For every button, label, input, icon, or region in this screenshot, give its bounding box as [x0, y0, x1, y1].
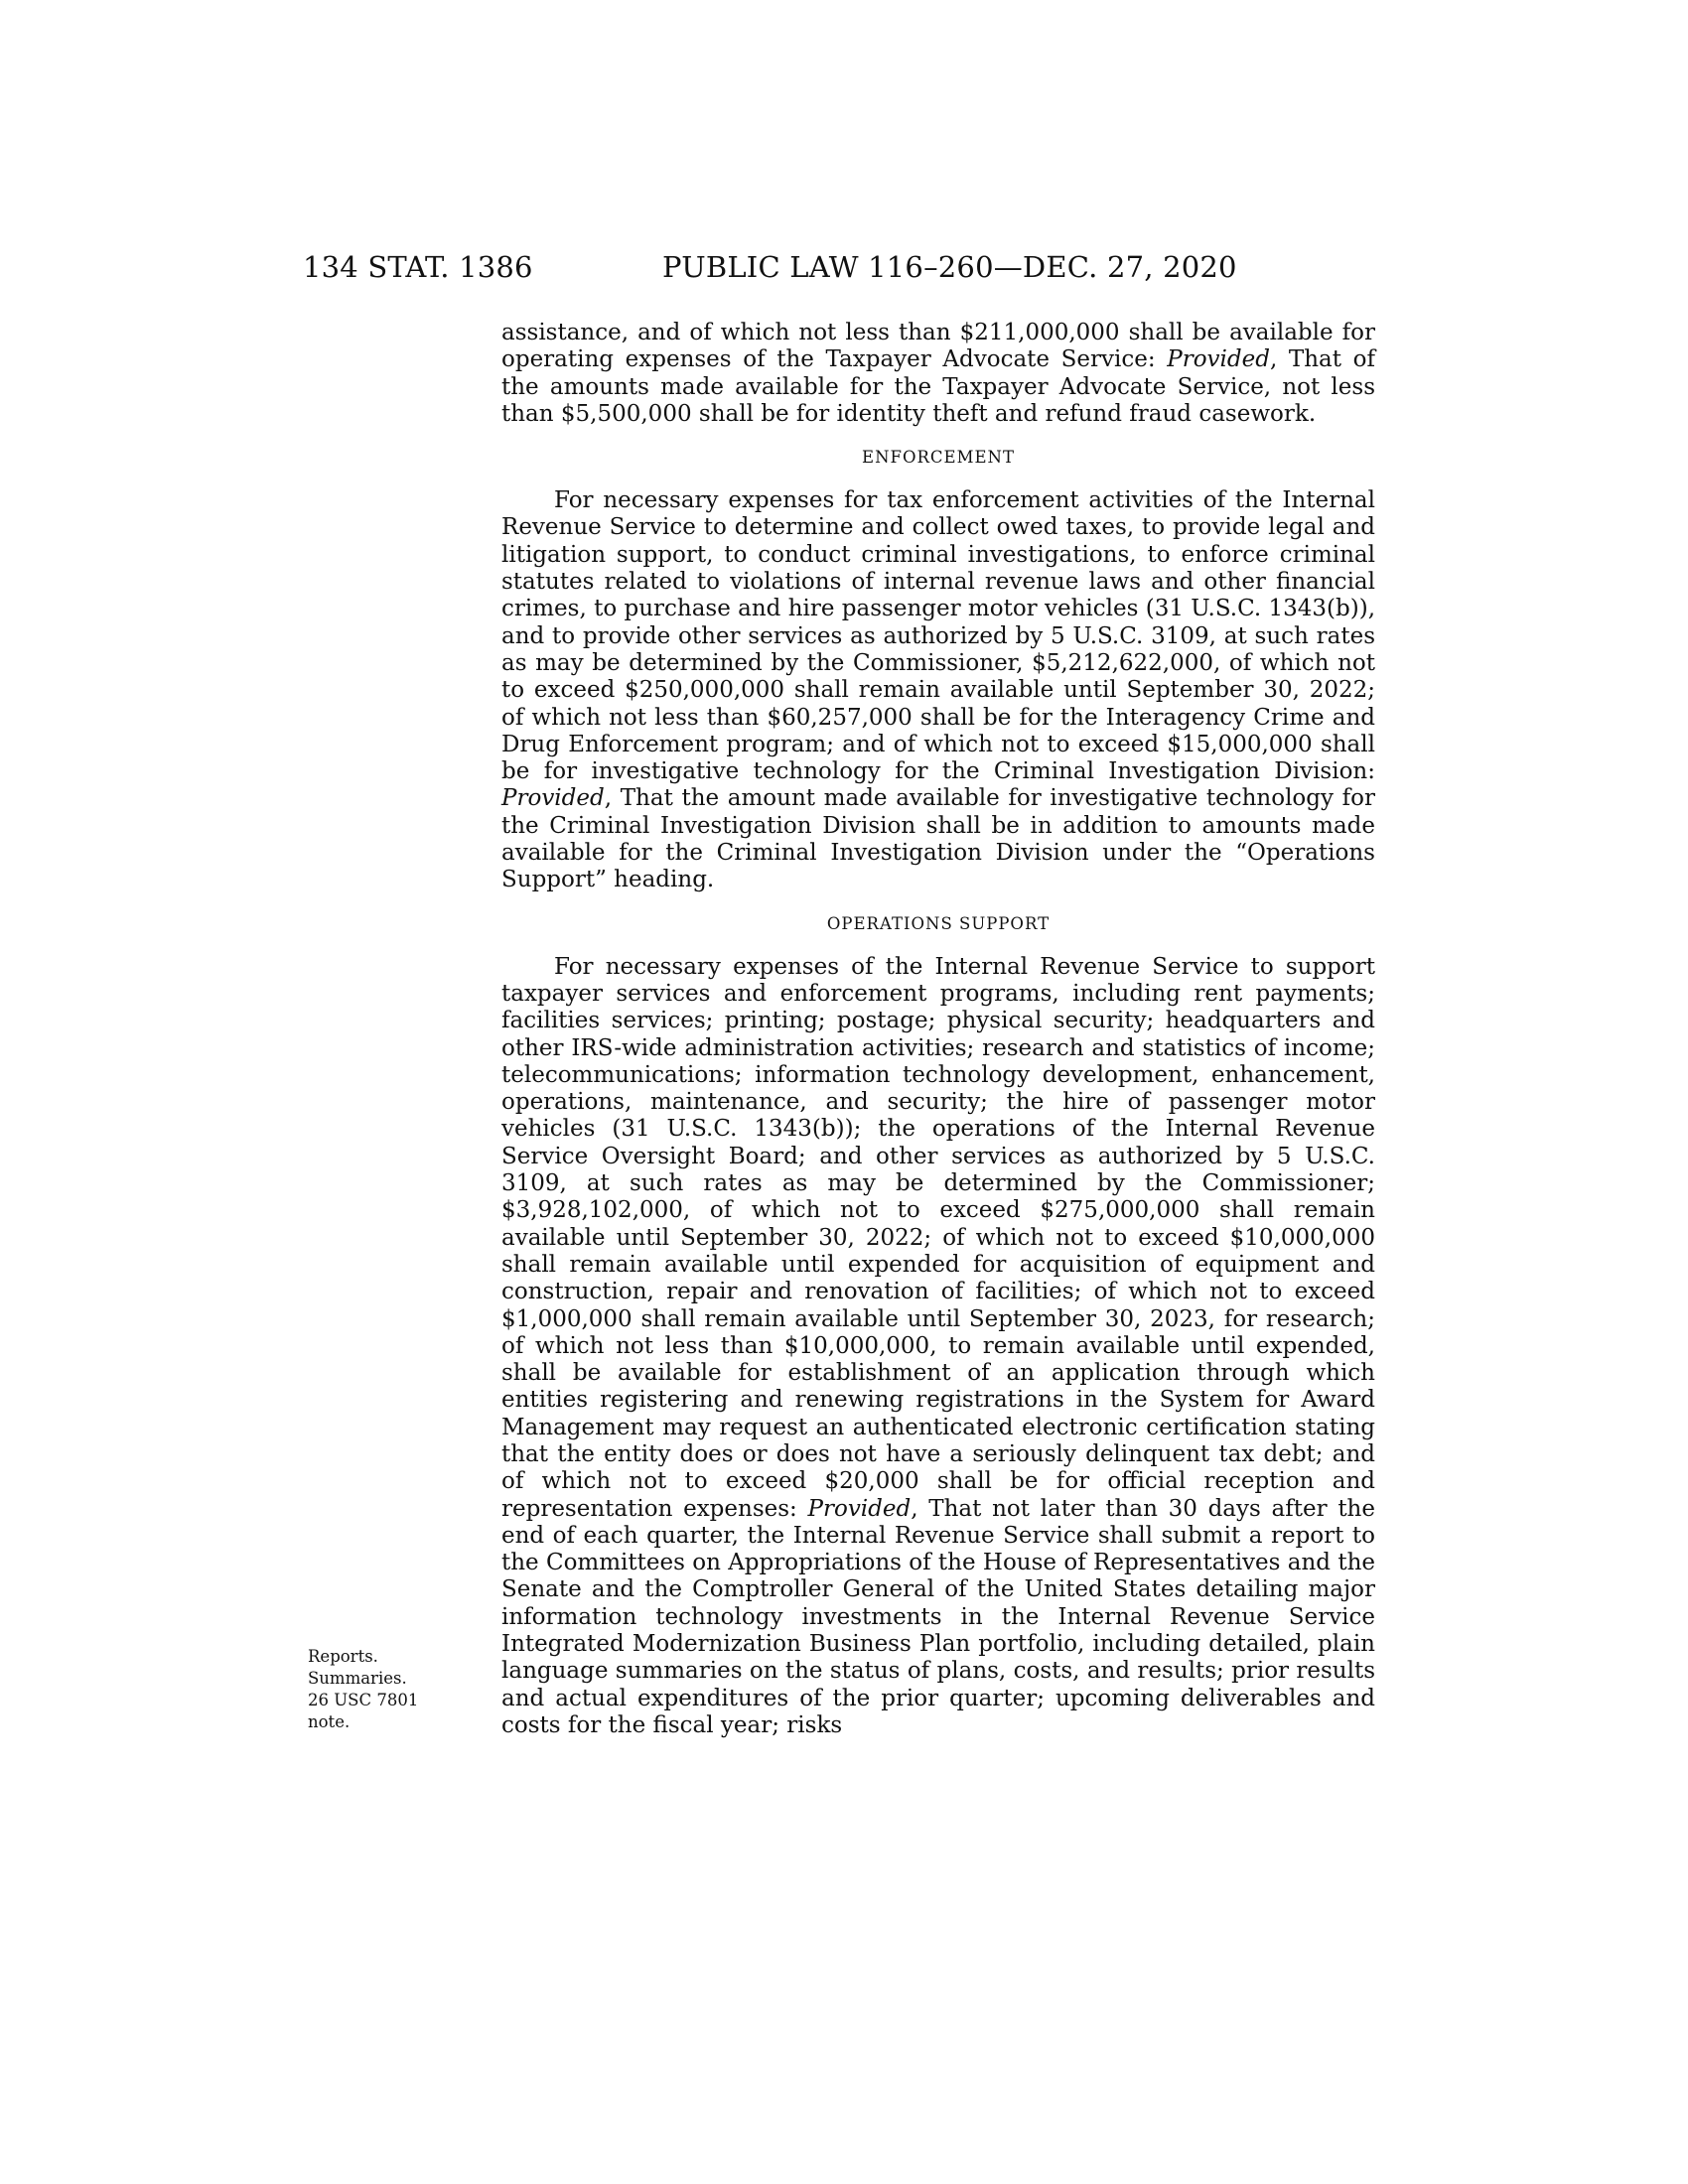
enforcement-provided: Provided	[501, 785, 605, 812]
intro-provided: Provided	[1167, 346, 1270, 373]
enforcement-text-b: , That the amount made available for investigative technology for the Criminal Investigation Division shall be in addition to amounts made available for the Criminal Investigation Division under the “Operations Support” heading.	[501, 785, 1375, 893]
margin-note-line: note.	[308, 1712, 351, 1731]
enforcement-paragraph	[501, 487, 1375, 893]
page-header	[303, 246, 1375, 288]
document-body	[501, 320, 1375, 1739]
operations-support-text-b: , That not later than 30 days after the end of each quarter, the Internal Revenue Service shall submit a report to the Committees on Appropriations of the House of Representatives and the Senate and the Comptroller General of the United States detailing major information technology investments in the Internal Revenue Service Integrated Modernization Business Plan portfolio, including detailed, plain language summaries on the status of plans, costs, and results; prior results and actual expenditures of the prior quarter; upcoming deliverables and costs for the fiscal year; risks	[501, 1495, 1375, 1738]
margin-note-line: 26 USC 7801	[308, 1691, 419, 1709]
intro-text-a: assistance, and of which not less than $211,000,000 shall be available for operating expenses of the Taxpayer Advocate Service:	[501, 320, 1375, 373]
operations-support-text-a: For necessary expenses of the Internal Revenue Service to support taxpayer services and enforcement programs, including rent payments; facilities services; printing; postage; physical security; headquarters and other IRS-wide administration activities; research and statistics of income; telecommunications; information technology development, enhancement, operations, maintenance, and security; the hire of passenger motor vehicles (31 U.S.C. 1343(b)); the operations of the Internal Revenue Service Oversight Board; and other services as authorized by 5 U.S.C. 3109, at such rates as may be determined by the Commissioner; $3,928,102,000, of which not to exceed $275,000,000 shall remain available until September 30, 2022; of which not to exceed $10,000,000 shall remain available until expended for acquisition of equipment and construction, repair and renovation of facilities; of which not to exceed $1,000,000 shall remain available until September 30, 2023, for research; of which not less than $10,000,000, to remain available until expended, shall be available for establishment of an application through which entities registering and renewing registrations in the System for Award Management may request an authenticated electronic certification stating that the entity does or does not have a seriously delinquent tax debt; and of which not to exceed $20,000 shall be for official reception and representation expenses:	[501, 953, 1375, 1522]
section-heading-operations-support: OPERATIONS SUPPORT	[826, 913, 1051, 933]
intro-text-b: , That of the amounts made available for the Taxpayer Advocate Service, not less than $5,500,000 shall be for identity theft and refund fraud casework.	[501, 346, 1375, 427]
margin-note	[308, 1646, 427, 1733]
operations-support-paragraph	[501, 954, 1375, 1740]
margin-note-line: Summaries.	[308, 1669, 407, 1688]
operations-support-provided: Provided	[807, 1495, 912, 1522]
running-head: PUBLIC LAW 116–260—DEC. 27, 2020	[662, 250, 1237, 284]
page-number: 134 STAT. 1386	[303, 250, 533, 284]
section-heading-enforcement: ENFORCEMENT	[862, 448, 1015, 468]
margin-note-line: Reports.	[308, 1647, 378, 1666]
enforcement-text-a: For necessary expenses for tax enforcement activities of the Internal Revenue Service to determine and collect owed taxes, to provide legal and litigation support, to conduct criminal investigations, to enforce criminal statutes related to violations of internal revenue laws and other financial crimes, to purchase and hire passenger motor vehicles (31 U.S.C. 1343(b)), and to provide other services as authorized by 5 U.S.C. 3109, at such rates as may be determined by the Commissioner, $5,212,622,000, of which not to exceed $250,000,000 shall remain available until September 30, 2022; of which not less than $60,257,000 shall be for the Interagency Crime and Drug Enforcement program; and of which not to exceed $15,000,000 shall be for investigative technology for the Criminal Investigation Division:	[501, 487, 1375, 785]
intro-paragraph	[501, 320, 1375, 428]
